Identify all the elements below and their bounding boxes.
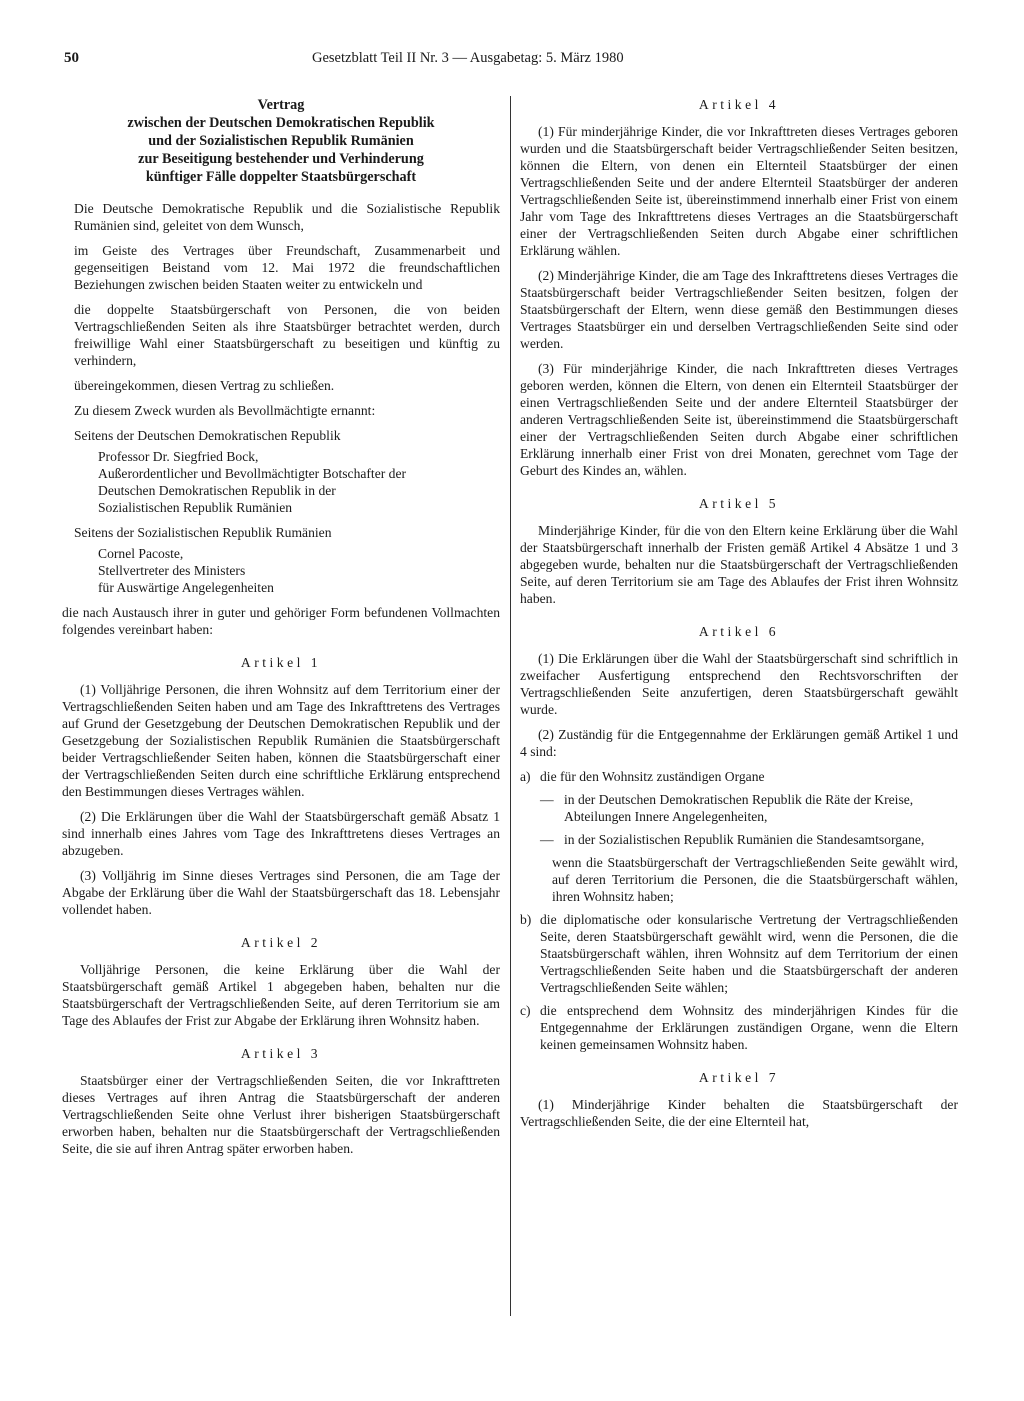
article-paragraph: (2) Die Erklärungen über die Wahl der Staatsbürgerschaft gemäß Absatz 1 sind innerhalb eines Jahres vom Tage des Inkrafttretens dieses Vertrages an abzugeben. (62, 809, 500, 858)
article-heading: Artikel 5 (698, 496, 780, 511)
column-divider (510, 96, 511, 1316)
ro-side-label: Seitens der Sozialistischen Republik Rumänien (74, 525, 332, 540)
page-number: 50 (64, 50, 79, 66)
ddr-representative (62, 448, 500, 516)
list-item-a (520, 768, 958, 785)
dash-item (540, 791, 958, 825)
preamble-paragraph: Zu diesem Zweck wurden als Bevollmächtigte ernannt: (74, 403, 376, 418)
page-header (64, 50, 724, 72)
article-paragraph: Volljährige Personen, die keine Erklärung über die Wahl der Staatsbürgerschaft gemäß Artikel 1 abgegeben haben, behalten nur die Staatsbürgerschaft der Vertragschließenden Seite, auf deren Territorium sie am Tage des Ablaufes der Frist zur Abgabe der Erklärung ihren Wohnsitz haben. (62, 962, 500, 1028)
article-paragraph: (1) Die Erklärungen über die Wahl der Staatsbürgerschaft sind schriftlich in zweifacher Ausfertigung entsprechend den Rechtsvorschriften der Vertragschließenden Seite anzufertigen, deren Staatsbürgerschaft gewählt wurde. (520, 651, 958, 717)
dash-mark: — (540, 792, 554, 807)
list-label: b) (520, 912, 532, 927)
ddr-rep-line: Professor Dr. Siegfried Bock, (98, 449, 259, 464)
article-paragraph: (1) Für minderjährige Kinder, die vor Inkrafttreten dieses Vertrages geboren wurden und die Staatsbürgerschaft beider Vertragschließender Seiten besitzen, können die Eltern, von denen ein Elternteil Staatsbürger der einen Vertragschließenden Seite und der andere Elternteil Staatsbürger der anderen Vertragschließenden Seite ist, übereinstimmend innerhalb einer Frist von einem Jahr vom Tage des Inkrafttretens dieses Vertrages an die Staatsbürgerschaft einer der Vertragschließenden Seiten durch Abgabe einer schriftlichen Erklärung wählen. (520, 124, 958, 258)
dash-text: in der Sozialistischen Republik Rumänien die Standesamtsorgane, (564, 832, 925, 847)
title-line: künftiger Fälle doppelter Staatsbürgerschaft (145, 169, 417, 185)
article-paragraph: (3) Volljährig im Sinne dieses Vertrages sind Personen, die am Tage der Abgabe der Erklärung über die Wahl der Staatsbürgerschaft das 18. Lebensjahr vollendet haben. (62, 868, 500, 917)
ro-rep-line: Cornel Pacoste, (98, 546, 184, 561)
list-item-b (520, 911, 958, 996)
left-column (62, 96, 500, 1165)
list-item-a-tail: wenn die Staatsbürgerschaft der Vertragschließenden Seite gewählt wird, auf deren Territorium die Personen, die die Staatsbürgerschaft wählen, ihren Wohnsitz haben; (552, 855, 958, 904)
list-label: a) (520, 769, 531, 784)
title-line: zwischen der Deutschen Demokratischen Republik (127, 115, 435, 131)
article-heading: Artikel 6 (698, 624, 780, 639)
ddr-rep-line: Außerordentlicher und Bevollmächtigter Botschafter der (98, 466, 407, 481)
list-text: die für den Wohnsitz zuständigen Organe (540, 769, 765, 784)
dash-mark: — (540, 832, 554, 847)
preamble-paragraph: übereingekommen, diesen Vertrag zu schließen. (74, 378, 335, 393)
article-heading: Artikel 3 (240, 1046, 322, 1061)
article-paragraph: (3) Für minderjährige Kinder, die nach Inkrafttreten dieses Vertrages geboren werden, können die Eltern, von denen ein Elternteil Staatsbürger der einen Vertragschließenden Seite und der andere Elternteil Staatsbürger der anderen Vertragschließenden Seite ist, übereinstimmend die Staatsbürgerschaft einer der Vertragschließenden Seiten durch Abgabe einer schriftlichen Erklärung innerhalb einer Frist von drei Monaten, gerechnet vom Tage der Geburt des Kindes an, wählen. (520, 361, 958, 478)
ro-rep-line: Stellvertreter des Ministers (98, 563, 246, 578)
article-heading: Artikel 7 (698, 1070, 780, 1085)
article-paragraph: (2) Zuständig für die Entgegennahme der Erklärungen gemäß Artikel 1 und 4 sind: (520, 727, 958, 759)
list-item-c (520, 1002, 958, 1053)
article-paragraph: (2) Minderjährige Kinder, die am Tage des Inkrafttretens dieses Vertrages die Staatsbürgerschaft beider Vertragschließender Seiten besitzen, folgen der Staatsbürgerschaft der Eltern, wenn diese gemäß den Bestimmungen dieses Vertrages Staatsbürger ein und derselben Vertragschließenden Seite sind oder werden. (520, 268, 958, 351)
article-heading: Artikel 1 (240, 655, 322, 670)
running-head: Gesetzblatt Teil II Nr. 3 — Ausgabetag: 5. März 1980 (312, 50, 624, 66)
title-line: und der Sozialistischen Republik Rumänien (148, 133, 414, 149)
article-heading: Artikel 4 (698, 97, 780, 112)
ro-rep-line: für Auswärtige Angelegenheiten (98, 580, 274, 595)
list-text: die diplomatische oder konsularische Vertretung der Vertragschließenden Seite, deren Staatsbürgerschaft gewählt wird, wenn die Personen, die die Staatsbürgerschaft wählen, ihren Wohnsitz auf dem Territorium der einen Vertragschließenden Seite haben und die Staatsbürgerschaft der anderen Vertragschließenden Seite wählen; (540, 912, 958, 995)
ddr-side-label: Seitens der Deutschen Demokratischen Republik (74, 428, 341, 443)
preamble-paragraph: Die Deutsche Demokratische Republik und die Sozialistische Republik Rumänien sind, geleitet von dem Wunsch, (74, 201, 500, 233)
article-paragraph: (1) Volljährige Personen, die ihren Wohnsitz auf dem Territorium einer der Vertragschließenden Seiten haben und am Tage des Inkrafttretens des Vertrages auf Grund der Gesetzgebung der Deutschen Demokratischen Republik und der Gesetzgebung der Sozialistischen Republik Rumänien die Staatsbürgerschaft beider Vertragschließender Seiten haben, können die Staatsbürgerschaft einer der Vertragschließenden Seiten durch eine schriftliche Erklärung entsprechend den Bestimmungen dieses Vertrages wählen. (62, 682, 500, 799)
right-column (520, 96, 958, 1138)
dash-text: in der Deutschen Demokratischen Republik die Räte der Kreise, Abteilungen Innere Angelegenheiten, (564, 792, 914, 824)
title-line: zur Beseitigung bestehender und Verhinderung (138, 151, 424, 167)
title-line: Vertrag (257, 97, 305, 113)
preamble-paragraph: die nach Austausch ihrer in guter und gehöriger Form befundenen Vollmachten folgendes vereinbart haben: (62, 605, 500, 637)
article-heading: Artikel 2 (240, 935, 322, 950)
preamble-paragraph: die doppelte Staatsbürgerschaft von Personen, die von beiden Vertragschließenden Seiten als ihre Staatsbürger betrachtet werden, durch freiwillige Wahl einer Staatsbürgerschaft zu beseitigen und künftig zu verhindern, (74, 302, 500, 368)
list-text: die entsprechend dem Wohnsitz des minderjährigen Kindes für die Entgegennahme der Erklärungen zuständigen Organe, wenn die Eltern keinen gemeinsamen Wohnsitz haben. (540, 1003, 958, 1052)
article-paragraph: Minderjährige Kinder, für die von den Eltern keine Erklärung über die Wahl der Staatsbürgerschaft innerhalb der Fristen gemäß Artikel 4 Absätze 1 und 3 abgegeben wurde, behalten nur die Staatsbürgerschaft der Vertragschließenden Seite, auf deren Territorium sie am Tage des Ablaufes der Frist ihren Wohnsitz haben. (520, 523, 958, 606)
ddr-rep-line: Deutschen Demokratischen Republik in der (98, 483, 336, 498)
article-paragraph: (1) Minderjährige Kinder behalten die Staatsbürgerschaft der Vertragschließenden Seite, die der eine Elternteil hat, (520, 1097, 958, 1129)
treaty-title (62, 96, 500, 186)
ddr-rep-line: Sozialistischen Republik Rumänien (98, 500, 293, 515)
dash-item (540, 831, 958, 848)
ro-representative (62, 545, 500, 596)
preamble-paragraph: im Geiste des Vertrages über Freundschaft, Zusammenarbeit und gegenseitigen Beistand vom 12. Mai 1972 die freundschaftlichen Beziehungen zwischen beiden Staaten weiter zu entwickeln und (74, 243, 500, 292)
list-label: c) (520, 1003, 531, 1018)
article-paragraph: Staatsbürger einer der Vertragschließenden Seiten, die vor Inkrafttreten dieses Vertrages auf ihren Antrag die Staatsbürgerschaft der anderen Vertragschließenden Seite ohne Verlust ihrer bisherigen Staatsbürgerschaft erworben haben, behalten nur die Staatsbürgerschaft der Vertragschließenden Seite, die sie auf ihren Antrag später erworben haben. (62, 1073, 500, 1156)
